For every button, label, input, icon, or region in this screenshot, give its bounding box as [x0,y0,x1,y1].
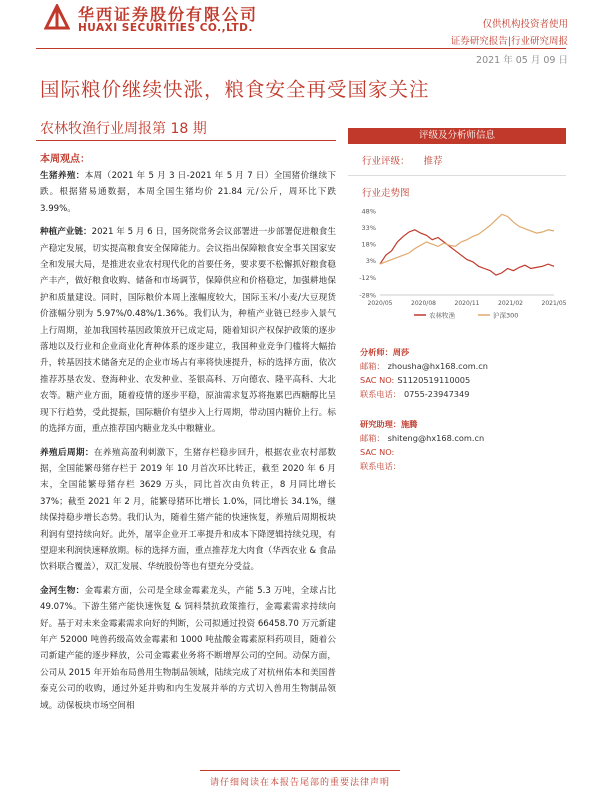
phone-label: 联系电话： [360,461,401,471]
report-type: 证券研究报告|行业研究周报 [450,36,568,47]
industry-trend-chart [348,203,566,331]
analyst-name: 研究助理：施腾 [360,419,418,429]
y-tick-label: -12% [359,273,376,282]
x-tick-label: 2021/02 [498,300,523,307]
email-label: 邮箱： [360,361,385,371]
footer-disclaimer: 请仔细阅读在本报告尾部的重要法律声明 [209,778,390,788]
x-tick-label: 2021/05 [541,300,566,307]
analyst-shiteng [348,417,566,473]
paragraph-text: 2021 年 5 月 6 日，国务院常务会议部署进一步部署促进粮食生产稳定发展，切实提高粮食安全保障能力。会议指出保障粮食安全事关国家安全和发展大局，是推进农业农村现代化的首要任务，要求要不松懈抓好粮食稳产丰产，做好粮食收购、储备和市场调节，保障供应和价格稳定，加强耕地保护和质量建设。同时，国际粮价本周上涨幅度较大，国际玉米/小麦/大豆现货价涨幅分别为 5.97%/0.48%/1.36%。我们认为，种植产业链已经步入景气上行周期，並加我国转基因政策放开已成定局，随着知识产权保护政策的逐步落地以及行业和企业商业化育种体系的逐步建立，我国种业竞争门槛将大幅抬升，转基因技术储备充足的企业市场占有率将快速提升，标的选择方面，依次推荐苏垦农发、登海种业、农发种业、荃银高科、万向德农、隆平高科、大北农等。糖产业方面，随着疫情的逐步平稳，原油需求复苏将拖累巴西糖醇比呈现下行趋势，受此提振，国际糖价有望步入上行周期，带动国内糖价上行。标的选择方面，重点推荐国内糖业龙头中粮糖业。 [40,227,336,435]
analyst-name: 分析师：周莎 [360,347,410,357]
x-tick-label: 2020/08 [411,300,436,307]
paragraph-jinhe-bio [40,583,336,714]
phone-label: 联系电话： [360,389,401,399]
paragraph-text: 在养殖高盈利刺激下，生猪存栏稳步回升，根据农业农村部数据，全国能繁母猪存栏于 2019 年 10 月首次环比转正，截至 2020 年 6 月末，全国能繁母猪存栏 3629 万头，同比首次由负转正，8 月同比增长 37%；截至 2021 年 2 月，能繁母猪环比增长 1.0%，同比增长 34.1%，继续保持稳步增长态势。我们认为，随着生猪产能的快速恢复，养殖后周期板块利润有望持续向好。此外，屠宰企业开工率提升和成本下降逻辑持续兑现，有望迎来利润快速释放期。标的选择方面，重点推荐龙大肉食（华西农业 & 食品饮料联合覆盖），双汇发展、华统股份等也有望充分受益。 [40,447,336,573]
company-name-cn: 华西证券股份有限公司 [78,5,259,24]
rating-value: 推荐 [423,156,443,167]
email-label: 邮箱： [360,433,385,443]
paragraph-label: 养殖后周期： [40,447,94,458]
paragraph-post-cycle [40,445,336,576]
legend-label: 农林牧渔 [429,311,455,320]
info-title-bar: 评级及分析师信息 [348,128,566,144]
y-tick-label: 3% [365,257,376,266]
series-line-hs300 [380,214,554,264]
audience-note: 仅供机构投资者使用 [482,19,568,30]
paragraph-text: 金霉素方面，公司是全球金霉素龙头，产能 5.3 万吨，全球占比 49.07%。下游生猪产能快速恢复 & 饲料禁抗政策推行，金霉素需求持续向好。基于对未来金霉素需求向好的判断，公司拟通过投资 66458.70 万元新建年产 52000 吨兽药级高效金霉素和 1000 吨盐酸金霉素原料药项目，随着公司新建产能的逐步释放，公司金霉素业务将不断增厚公司的空间。动保方面，公司从 2015 年开始布局兽用生物制品领域，陆续完成了对杭州佑本和美国普泰克公司的收购，通过外延并购和内生发展并举的方式切入兽用生物制品领域。动保板块市场空间相 [40,585,336,711]
analyst-email: shiteng@hx168.com.cn [387,433,485,443]
paragraph-label: 种植产业链： [40,227,92,238]
y-tick-label: 18% [361,240,376,249]
industry-rating [348,144,566,176]
analyst-zhousha [348,345,566,401]
sidebar [348,128,566,473]
analyst-email: zhousha@hx168.com.cn [387,361,488,371]
analyst-sac: S1120519110005 [397,375,471,385]
report-date: 2021 年 05 月 09 日 [476,55,568,66]
rating-label: 行业评级： [362,156,410,167]
sac-label: SAC NO: [360,375,395,385]
paragraph-label: 金河生物： [40,585,85,596]
huaxi-logo-icon [44,4,70,30]
main-content [40,150,336,721]
sac-label: SAC NO: [360,447,395,457]
y-tick-label: 48% [361,207,376,216]
x-tick-label: 2020/11 [454,300,480,307]
subtitle-divider [36,140,336,141]
section-heading: 本周观点： [40,154,90,165]
report-subtitle: 农林牧渔行业周报第 18 期 [40,121,207,137]
analyst-phone: 0755-23947349 [403,389,470,399]
trend-label: 行业走势图 [362,188,410,199]
company-name-en: HUAXI SECURITIES CO.,LTD. [78,22,253,34]
legend-label: 沪深300 [493,311,519,320]
paragraph-pig-farming [40,168,336,217]
paragraph-label: 生猪养殖： [40,171,85,181]
paragraph-planting-chain [40,224,336,437]
series-line-agri [380,230,554,275]
report-title: 国际粮价继续快涨，粮食安全再受国家关注 [40,78,430,101]
footer-divider [200,770,400,771]
header-divider [36,48,566,49]
y-tick-label: -28% [359,291,376,300]
paragraph-text: 本周（2021 年 5 月 3 日-2021 年 5 月 7 日）全国猪价继续下跌。根据猪易通数据，本周全国生猪均价 21.84 元/公斤，周环比下跌 3.99%。 [40,171,336,214]
y-tick-label: 33% [361,224,376,233]
x-tick-label: 2020/05 [367,300,393,307]
